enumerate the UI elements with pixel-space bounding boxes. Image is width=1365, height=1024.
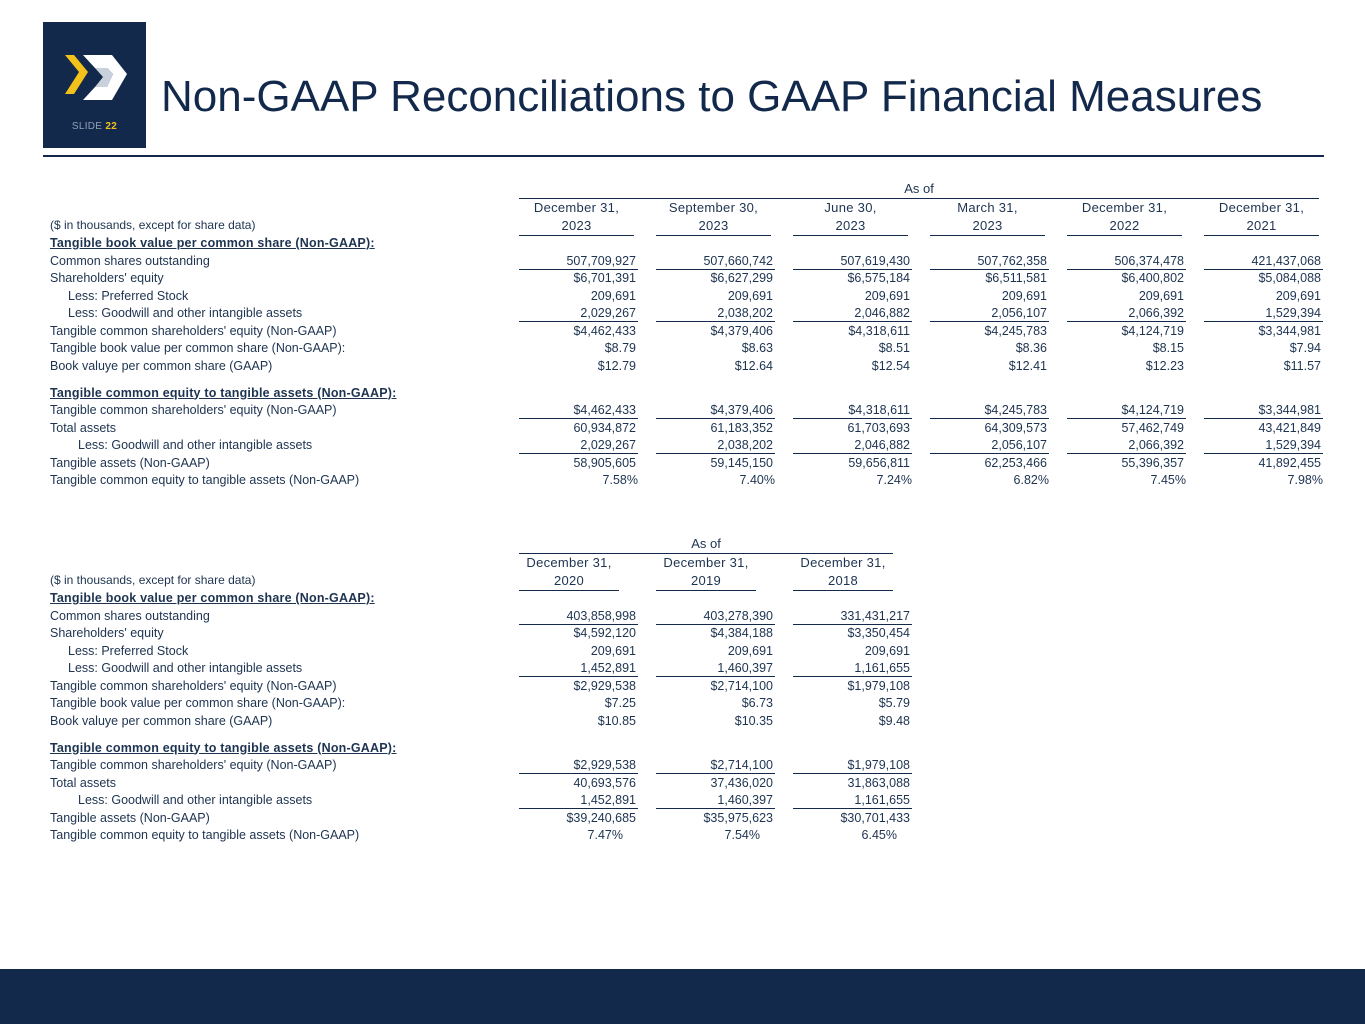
table-cell: 2,038,202 — [656, 305, 775, 322]
section-heading: Tangible common equity to tangible assets (Non-GAAP): — [50, 385, 397, 400]
units-note: ($ in thousands, except for share data) — [50, 573, 256, 587]
footer-bar — [0, 969, 1365, 1024]
table-cell: $9.48 — [878, 713, 910, 728]
table-cell: $8.36 — [1015, 341, 1047, 355]
column-header-period: June 30, — [824, 200, 877, 215]
row-label: Shareholders' equity — [50, 626, 164, 640]
column-header-period: December 31, — [1218, 200, 1305, 215]
column-header-year: 2023 — [972, 218, 1003, 233]
table-cell: 6.45% — [861, 828, 897, 842]
table-row — [50, 420, 1325, 437]
table-row — [50, 643, 910, 660]
column-header-period: December 31, — [800, 555, 886, 570]
table-cell: 2,066,392 — [1067, 437, 1186, 454]
row-label: Tangible common shareholders' equity (Non-GAAP) — [50, 323, 337, 338]
column-header-year: 2023 — [835, 218, 866, 233]
table-cell: 7.98% — [1287, 473, 1323, 487]
table-row — [50, 455, 1325, 472]
table-cell: 6.82% — [1013, 473, 1049, 487]
table-cell: 209,691 — [864, 288, 910, 303]
table-cell: 331,431,217 — [793, 608, 912, 625]
table-row — [50, 792, 910, 809]
table-cell: $3,350,454 — [847, 626, 910, 640]
slide-number: SLIDE 22 — [71, 121, 118, 132]
table-cell: $4,245,783 — [930, 402, 1049, 419]
table-cell: $3,344,981 — [1204, 402, 1323, 419]
as-of-header: As of — [519, 180, 1319, 199]
table-cell: $4,318,611 — [793, 402, 912, 419]
table-row — [50, 775, 910, 792]
table-cell: $10.35 — [734, 713, 773, 728]
table-row — [50, 678, 910, 695]
table-cell: 59,145,150 — [710, 455, 773, 470]
table-cell: 62,253,466 — [984, 455, 1047, 470]
column-header-period: December 31, — [526, 555, 612, 570]
table-cell: $2,714,100 — [710, 678, 773, 693]
table-row — [50, 827, 899, 844]
table-cell: 403,278,390 — [656, 608, 775, 625]
row-label: Tangible common shareholders' equity (Non-GAAP) — [50, 678, 337, 693]
table-cell: 61,703,693 — [847, 420, 910, 435]
table-row — [50, 437, 1325, 454]
page-title: Non-GAAP Reconciliations to GAAP Financial Measures — [161, 72, 1263, 121]
row-label: Less: Preferred Stock — [68, 643, 189, 658]
table-cell: $5.79 — [878, 696, 910, 710]
table-cell: 2,056,107 — [930, 305, 1049, 322]
table-cell: $1,979,108 — [847, 678, 910, 693]
table-cell: $12.64 — [734, 358, 773, 373]
table-row — [50, 472, 1325, 489]
table-cell: 1,452,891 — [519, 792, 638, 809]
column-header-period: December 31, — [1081, 200, 1168, 215]
table-cell: $4,379,406 — [710, 323, 773, 338]
table-cell: 506,374,478 — [1067, 253, 1186, 270]
row-label: Tangible book value per common share (Non-GAAP): — [50, 696, 346, 710]
column-header-year: 2020 — [553, 573, 585, 588]
table-cell: $6,575,184 — [847, 271, 910, 285]
reconciliation-table-2021-2023 — [50, 180, 1325, 500]
column-header-year: 2023 — [561, 218, 592, 233]
table-cell: 507,709,927 — [519, 253, 638, 270]
table-cell: 2,046,882 — [793, 437, 912, 454]
table-cell: $4,592,120 — [573, 626, 636, 640]
table-cell: 2,029,267 — [519, 437, 638, 454]
row-label: Less: Goodwill and other intangible assets — [78, 438, 313, 452]
row-label: Shareholders' equity — [50, 271, 164, 285]
table-cell: 421,437,068 — [1204, 253, 1323, 270]
table-cell: 209,691 — [590, 288, 636, 303]
table-cell: 1,161,655 — [793, 660, 912, 677]
title-divider — [43, 155, 1324, 157]
row-label: Tangible common shareholders' equity (Non-GAAP) — [50, 758, 337, 772]
table-cell: 61,183,352 — [710, 420, 773, 435]
table-cell: 7.40% — [739, 473, 775, 487]
table-row — [50, 270, 1325, 287]
table-cell: 64,309,573 — [984, 420, 1047, 435]
table-cell: 57,462,749 — [1121, 420, 1184, 435]
table-row — [50, 625, 910, 642]
table-row — [50, 713, 910, 730]
row-label: Less: Preferred Stock — [68, 288, 189, 303]
table-cell: $39,240,685 — [566, 810, 636, 825]
row-label: Book valuye per common share (GAAP) — [50, 713, 273, 728]
table-cell: $12.41 — [1008, 358, 1047, 373]
table-cell: 403,858,998 — [519, 608, 638, 625]
table-cell: 7.45% — [1150, 473, 1186, 487]
table-cell: 37,436,020 — [710, 775, 773, 790]
table-cell: 209,691 — [727, 643, 773, 658]
table-cell: 40,693,576 — [573, 775, 636, 790]
table-row — [50, 253, 1325, 270]
reconciliation-table-2018-2020 — [50, 535, 910, 855]
units-note: ($ in thousands, except for share data) — [50, 218, 256, 232]
table-cell: $12.23 — [1145, 358, 1184, 373]
table-cell: $3,344,981 — [1258, 323, 1321, 338]
table-cell: 7.47% — [587, 828, 623, 842]
table-cell: 2,066,392 — [1067, 305, 1186, 322]
section-heading: Tangible book value per common share (Non-GAAP): — [50, 236, 375, 250]
column-header-year: 2018 — [827, 573, 859, 588]
table-cell: 2,029,267 — [519, 305, 638, 322]
row-label: Tangible common shareholders' equity (Non-GAAP) — [50, 403, 337, 417]
column-header — [519, 199, 634, 236]
column-header-year: 2023 — [698, 218, 729, 233]
table-cell: $8.63 — [741, 341, 773, 355]
table-row — [50, 288, 1325, 305]
table-cell: 1,460,397 — [656, 792, 775, 809]
table-cell: $8.51 — [878, 341, 910, 355]
row-label: Tangible book value per common share (Non-GAAP): — [50, 341, 346, 355]
table-cell: $2,929,538 — [573, 678, 636, 693]
column-header — [656, 554, 756, 591]
table-cell: $7.94 — [1289, 341, 1321, 355]
table-cell: $30,701,433 — [840, 810, 910, 825]
table-cell: $6.73 — [741, 696, 773, 710]
table-cell: $8.15 — [1152, 341, 1184, 355]
table-cell: $4,124,719 — [1067, 402, 1186, 419]
table-row — [50, 757, 910, 774]
table-cell: 2,038,202 — [656, 437, 775, 454]
column-header-period: December 31, — [533, 200, 620, 215]
table-cell: $8.79 — [604, 341, 636, 355]
table-cell: $4,318,611 — [848, 323, 910, 338]
column-header — [1204, 199, 1319, 236]
column-header — [519, 554, 619, 591]
table-row — [50, 402, 1325, 419]
table-row — [50, 608, 910, 625]
table-row — [50, 340, 1325, 357]
row-label: Less: Goodwill and other intangible assets — [68, 306, 303, 320]
column-header — [656, 199, 771, 236]
table-cell: 209,691 — [1001, 288, 1047, 303]
table-row — [50, 323, 1325, 340]
table-cell: $4,462,433 — [519, 402, 638, 419]
table-cell: $6,400,802 — [1121, 271, 1184, 285]
table-cell: $12.54 — [871, 358, 910, 373]
table-cell: 209,691 — [590, 643, 636, 658]
table-cell: 209,691 — [727, 288, 773, 303]
column-header-period: September 30, — [668, 200, 759, 215]
table-cell: $2,929,538 — [519, 757, 638, 774]
table-cell: $2,714,100 — [656, 757, 775, 774]
table-cell: 7.58% — [602, 473, 638, 487]
table-cell: $4,384,188 — [710, 626, 773, 640]
table-row — [50, 358, 1325, 375]
table-cell: $12.79 — [597, 358, 636, 373]
column-header-year: 2021 — [1246, 218, 1277, 233]
row-label: Tangible common equity to tangible assets (Non-GAAP) — [50, 473, 360, 487]
row-label: Total assets — [50, 775, 117, 790]
table-cell: $6,511,581 — [985, 271, 1047, 285]
table-cell: 7.54% — [724, 828, 760, 842]
column-header-year: 2022 — [1109, 218, 1140, 233]
row-label: Less: Goodwill and other intangible assets — [78, 793, 313, 807]
table-cell: 55,396,357 — [1121, 455, 1184, 470]
table-cell: 41,892,455 — [1258, 455, 1321, 470]
as-of-header: As of — [519, 535, 893, 554]
table-row — [50, 305, 1325, 322]
table-cell: 1,161,655 — [793, 792, 912, 809]
table-cell: 2,046,882 — [793, 305, 912, 322]
table-cell: 58,905,605 — [573, 455, 636, 470]
table-cell: 59,656,811 — [848, 455, 910, 470]
column-header-year: 2019 — [690, 573, 722, 588]
table-cell: 7.24% — [876, 473, 912, 487]
column-header — [930, 199, 1045, 236]
row-label: Tangible assets (Non-GAAP) — [50, 455, 210, 470]
row-label: Tangible assets (Non-GAAP) — [50, 810, 210, 825]
column-header — [1067, 199, 1182, 236]
table-cell: 1,529,394 — [1204, 437, 1323, 454]
table-cell: $1,979,108 — [793, 757, 912, 774]
table-cell: 31,863,088 — [847, 775, 910, 790]
table-row — [50, 695, 910, 712]
table-cell: 209,691 — [1138, 288, 1184, 303]
table-cell: $4,379,406 — [656, 402, 775, 419]
row-label: Common shares outstanding — [50, 253, 210, 268]
table-cell: 1,460,397 — [656, 660, 775, 677]
table-cell: 1,529,394 — [1204, 305, 1323, 322]
table-cell: 507,762,358 — [930, 253, 1049, 270]
column-header-period: December 31, — [663, 555, 749, 570]
table-cell: 1,452,891 — [519, 660, 638, 677]
table-cell: $4,124,719 — [1121, 323, 1184, 338]
section-heading: Tangible common equity to tangible assets (Non-GAAP): — [50, 740, 397, 755]
table-cell: $4,462,433 — [573, 323, 636, 338]
column-header — [793, 554, 893, 591]
table-cell: $5,084,088 — [1258, 271, 1321, 285]
row-label: Tangible common equity to tangible assets (Non-GAAP) — [50, 828, 360, 842]
table-row — [50, 660, 910, 677]
column-header-period: March 31, — [957, 200, 1018, 215]
table-cell: 60,934,872 — [573, 420, 636, 435]
table-cell: 209,691 — [864, 643, 910, 658]
section-heading: Tangible book value per common share (Non-GAAP): — [50, 591, 375, 605]
table-cell: $7.25 — [604, 696, 636, 710]
row-label: Book valuye per common share (GAAP) — [50, 358, 273, 373]
table-cell: $35,975,623 — [703, 810, 773, 825]
table-cell: $6,701,391 — [573, 271, 636, 285]
row-label: Less: Goodwill and other intangible assets — [68, 661, 303, 675]
table-cell: 43,421,849 — [1258, 420, 1321, 435]
company-logo — [43, 22, 146, 148]
row-label: Common shares outstanding — [50, 608, 210, 623]
table-row — [50, 810, 910, 827]
table-cell: 507,619,430 — [793, 253, 912, 270]
table-cell: 2,056,107 — [930, 437, 1049, 454]
table-cell: $6,627,299 — [710, 271, 773, 285]
table-cell: 507,660,742 — [656, 253, 775, 270]
table-cell: 209,691 — [1275, 288, 1321, 303]
row-label: Total assets — [50, 420, 117, 435]
table-cell: $11.57 — [1283, 358, 1321, 373]
table-cell: $10.85 — [597, 713, 636, 728]
table-cell: $4,245,783 — [984, 323, 1047, 338]
column-header — [793, 199, 908, 236]
